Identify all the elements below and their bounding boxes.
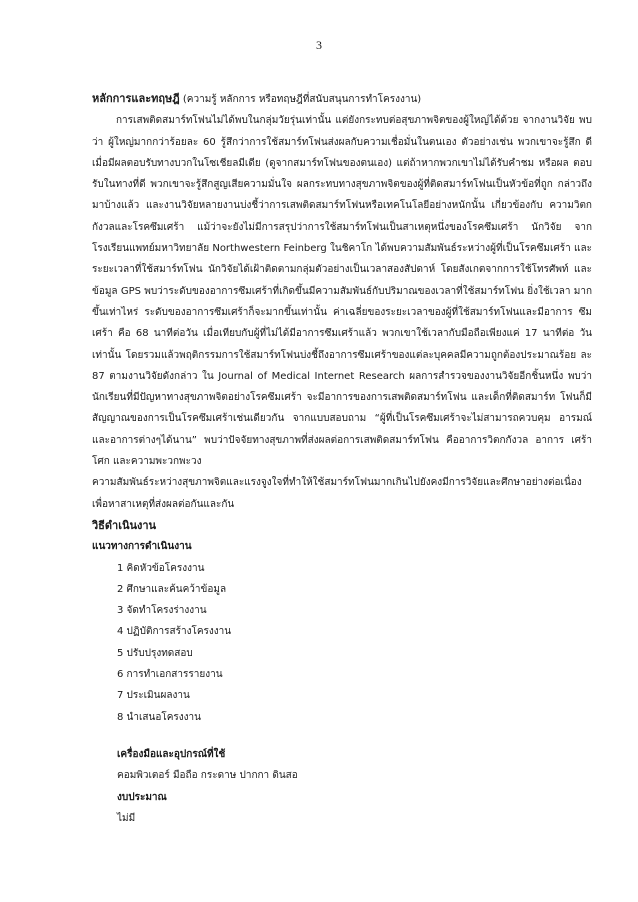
paragraph-line: อารมณ์และอาการต่างๆได้นาน” พบว่าปัจจัยทางสุขภาพที่ส่งผลต่อการเสพติดสมาร์ทโฟน คืออาการวิตกกังวล อาการ [92, 413, 593, 446]
paragraph-line: ความสัมพันธ์ระหว่างสุขภาพจิตและแรงจูงใจที่ทำให้ใช้สมาร์ทโฟนมากเกินไปยังคงมีการวิจัยและศึกษาอย่างต่อเนื่อง [92, 477, 582, 489]
paragraph-line: และข้อมูล GPS พบว่าระดับของอาการซึมเศร้าที่เกิดขึ้นมีความสัมพันธ์กับปริมาณของเวลาที่ใช้สมาร์ทโฟน ยิ่งใช้เวลา [92, 264, 592, 297]
method-step: 6 การทำเอกสารรายงาน [117, 669, 223, 681]
budget-heading: งบประมาณ [117, 791, 167, 803]
tools-section [117, 744, 592, 829]
section-spacer [92, 728, 592, 744]
method-step: 4 ปฏิบัติการสร้างโครงงาน [117, 626, 232, 638]
method-step: 1 คิดหัวข้อโครงงาน [117, 562, 205, 574]
paragraph-line: ตอบรับในทางที่ดี พวกเขาจะรู้สึกสูญเสียความมั่นใจ ผลกระทบทางสุขภาพจิตของผู้ที่ติดสมาร์ทโฟนเป็นหัวข้อที่ถูก [92, 157, 592, 191]
paragraph-line: ความวิตกกังวลและโรคซึมเศร้า แม้ว่าจะยังไม่มีการสรุปว่าการใช้สมาร์ทโฟนเป็นสาเหตุหนึ่งของโรคซึมเศร้า นักวิจัย [92, 200, 592, 233]
budget-text: ไม่มี [117, 812, 136, 824]
paragraph-line: ซึมเศร้า คือ 68 นาทีต่อวัน เมื่อเทียบกับผู้ที่ไม่ได้มีอาการซึมเศร้าแล้ว พวกเขาใช้เวลากับมือถือเพียงแค่ 17 นาทีต่อ [92, 306, 592, 340]
principles-heading-note: (ความรู้ หลักการ หรือทฤษฎีที่สนับสนุนการทำโครงงาน) [182, 94, 422, 105]
principles-heading-line [92, 88, 592, 110]
paragraph-line: โฟนก็มีสัญญาณของการเป็นโรคซึมเศร้าเช่นเดียวกัน จากแบบสอบถาม “ผู้ที่เป็นโรคซึมเศร้าจะไม่สามารถควบคุม [92, 392, 592, 425]
method-heading: วิธีดำเนินงาน [92, 518, 157, 532]
page-number: 3 [316, 38, 322, 52]
method-step: 2 ศึกษาและค้นคว้าข้อมูล [117, 583, 227, 595]
paragraph-line: พบว่านักเรียนที่มีปัญหาทางสุขภาพจิตอย่างโรคซึมเศร้า จะมีอาการของการเสพติดสมาร์ทโฟน และเด็กที่ติดสมาร์ท [92, 370, 592, 404]
tools-heading: เครื่องมือและอุปกรณ์ที่ใช้ [117, 748, 226, 760]
paragraph-line: วันเท่านั้น โดยรวมแล้วพฤติกรรมการใช้สมาร์ทโฟนบ่งชี้ถึงอาการซึมเศร้าของแต่ละบุคคลมีความถูกต้องประมาณร้อย [92, 328, 593, 361]
paragraph-line: เพื่อหาสาเหตุที่ส่งผลต่อกันและกัน [92, 498, 235, 510]
paragraph-line: เศร้าโศก และความพะวกพะวง [92, 434, 592, 468]
paragraph-line: กล่าวถึงมาบ้างแล้ว และงานวิจัยหลายงานบ่งชี้ว่าการเสพติดสมาร์ทโฟนหรือเทคโนโลยีอย่างหนักนั้น เกี่ยวข้องกับ [92, 179, 592, 212]
method-step: 3 จัดทำโครงร่างงาน [117, 605, 207, 617]
paragraph-line: การเสพติดสมาร์ทโฟนไม่ได้พบในกลุ่มวัยรุ่นเท่านั้น แต่ยังกระทบต่อสุขภาพจิตของผู้ใหญ่ได้ด้วย จากงานวิจัย [116, 115, 575, 127]
method-sub-heading: แนวทางการดำเนินงาน [92, 541, 192, 553]
principles-heading: หลักการและทฤษฎี [92, 92, 180, 105]
paragraph-line: จากโรงเรียนแพทย์มหาวิทยาลัย Northwestern Feinberg ในชิคาโก ได้พบความสัมพันธ์ระหว่างผู้ที่เป็นโรคซึมเศร้า [92, 221, 592, 255]
method-step: 7 ประเมินผลงาน [117, 690, 190, 702]
paragraph-line: ละ 87 ตามงานวิจัยดังกล่าว ใน Journal of Medical Internet Research ผลการสำรวจของงานวิจัยอีกชิ้นหนึ่ง [92, 349, 592, 382]
method-step: 8 นำเสนอโครงงาน [117, 711, 202, 723]
tools-text: คอมพิวเตอร์ มือถือ กระดาษ ปากกา ดินสอ [117, 770, 298, 782]
method-steps-list [92, 558, 592, 728]
paragraph-line: มากขึ้นเท่าไหร่ ระดับของอาการซึมเศร้าก็จะมากขึ้นเท่านั้น ค่าเฉลี่ยของระยะเวลาของผู้ที่ใช้สมาร์ทโฟนและมีอาการ [92, 285, 592, 318]
paragraph-line: และระยะเวลาที่ใช้สมาร์ทโฟน นักวิจัยได้เฝ้าติดตามกลุ่มตัวอย่างเป็นเวลาสองสัปดาห์ โดยสังเกตจากการใช้โทรศัพท์ [92, 243, 592, 276]
document-body [92, 88, 592, 829]
principles-paragraph [92, 110, 592, 472]
paragraph-line: ดีเมื่อมีผลตอบรับทางบวกในโซเชียลมีเดีย (ดูจากสมาร์ทโฟนของตนเอง) แต่ถ้าหากพวกเขาไม่ได้รับคำชม หรือผล [92, 136, 592, 169]
paragraph-line: พบว่า ผู้ใหญ่มากกว่าร้อยละ 60 รู้สึกว่าการใช้สมาร์ทโฟนส่งผลกับความเชื่อมั่นในตนเอง ตัวอย่างเช่น พวกเขาจะรู้สึก [92, 115, 592, 148]
method-step: 5 ปรับปรุงทดสอบ [117, 647, 193, 659]
principles-closing-paragraph [92, 472, 592, 515]
